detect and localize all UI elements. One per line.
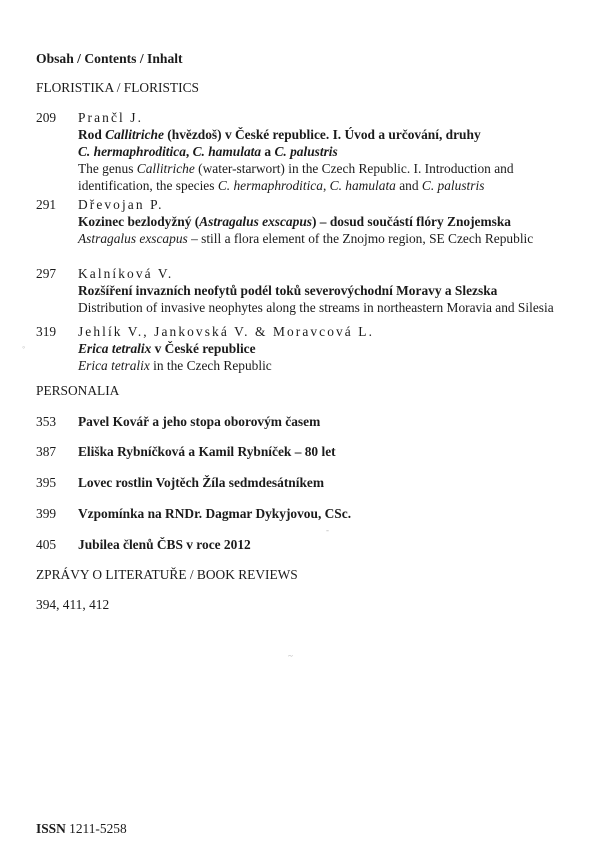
entry-title-en: The genus Callitriche (water-starwort) in the Czech Republic. I. Introduction and xyxy=(78,161,514,176)
entry-title-cz: Erica tetralix v České republice xyxy=(78,341,256,356)
entry-body xyxy=(78,265,576,316)
issn-value: 1211-5258 xyxy=(69,821,127,836)
entry-title-en: Erica tetralix in the Czech Republic xyxy=(78,358,272,373)
issn-label: ISSN xyxy=(36,821,66,836)
entry-page-number: 395 xyxy=(36,475,57,490)
contents-heading: Obsah / Contents / Inhalt xyxy=(36,51,183,66)
entry-page-number: 405 xyxy=(36,537,57,552)
entry-page-number: 353 xyxy=(36,414,57,429)
scan-mark: - xyxy=(326,525,329,535)
entry-title-cz: Rod Callitriche (hvězdoš) v České republice. I. Úvod a určování, druhy xyxy=(78,127,481,142)
entry-title: Eliška Rybníčková a Kamil Rybníček – 80 let xyxy=(78,444,336,459)
entry-page-number: 387 xyxy=(36,444,57,459)
entry-title: Vzpomínka na RNDr. Dagmar Dykyjovou, CSc. xyxy=(78,506,352,521)
entry-page-number: 291 xyxy=(36,197,57,212)
entry-authors: Jehlík V., Jankovská V. & Moravcová L. xyxy=(78,324,375,339)
entry-title: Jubilea členů ČBS v roce 2012 xyxy=(78,537,251,552)
entry-title-en: Astragalus exscapus – still a flora element of the Znojmo region, SE Czech Republic xyxy=(78,231,534,246)
entry-title-cz: Rozšíření invazních neofytů podél toků severovýchodní Moravy a Slezska xyxy=(78,283,498,298)
entry-title-en: Distribution of invasive neophytes along the streams in northeastern Moravia and Silesia xyxy=(78,300,554,315)
entry-body xyxy=(78,196,576,247)
entry-title-cz: Kozinec bezlodyžný (Astragalus exscapus) – dosud součástí flóry Znojemska xyxy=(78,214,512,229)
section-personalia: PERSONALIA xyxy=(36,383,120,398)
entry-page-number: 399 xyxy=(36,506,57,521)
entry-body xyxy=(78,109,576,194)
entry-page-number: 209 xyxy=(36,110,57,125)
entry-title-cz-cont: C. hermaphroditica, C. hamulata a C. palustris xyxy=(78,144,338,159)
issn-line xyxy=(36,820,127,837)
scan-mark: ◦ xyxy=(22,342,26,352)
entry-title: Pavel Kovář a jeho stopa oborovým časem xyxy=(78,414,321,429)
section-book-reviews: ZPRÁVY O LITERATUŘE / BOOK REVIEWS xyxy=(36,567,298,582)
entry-authors: Dřevojan P. xyxy=(78,197,164,212)
entry-page-number: 319 xyxy=(36,324,57,339)
entry-authors: Prančl J. xyxy=(78,110,144,125)
entry-title: Lovec rostlin Vojtěch Žíla sedmdesátníkem xyxy=(78,475,324,490)
book-reviews-pages: 394, 411, 412 xyxy=(36,597,110,612)
entry-title-en-cont: identification, the species C. hermaphroditica, C. hamulata and C. palustris xyxy=(78,178,485,193)
entry-page-number: 297 xyxy=(36,266,57,281)
section-floristics: FLORISTIKA / FLORISTICS xyxy=(36,80,199,95)
entry-body xyxy=(78,323,576,374)
entry-authors: Kalníková V. xyxy=(78,266,174,281)
scan-mark: ~ xyxy=(288,651,293,661)
